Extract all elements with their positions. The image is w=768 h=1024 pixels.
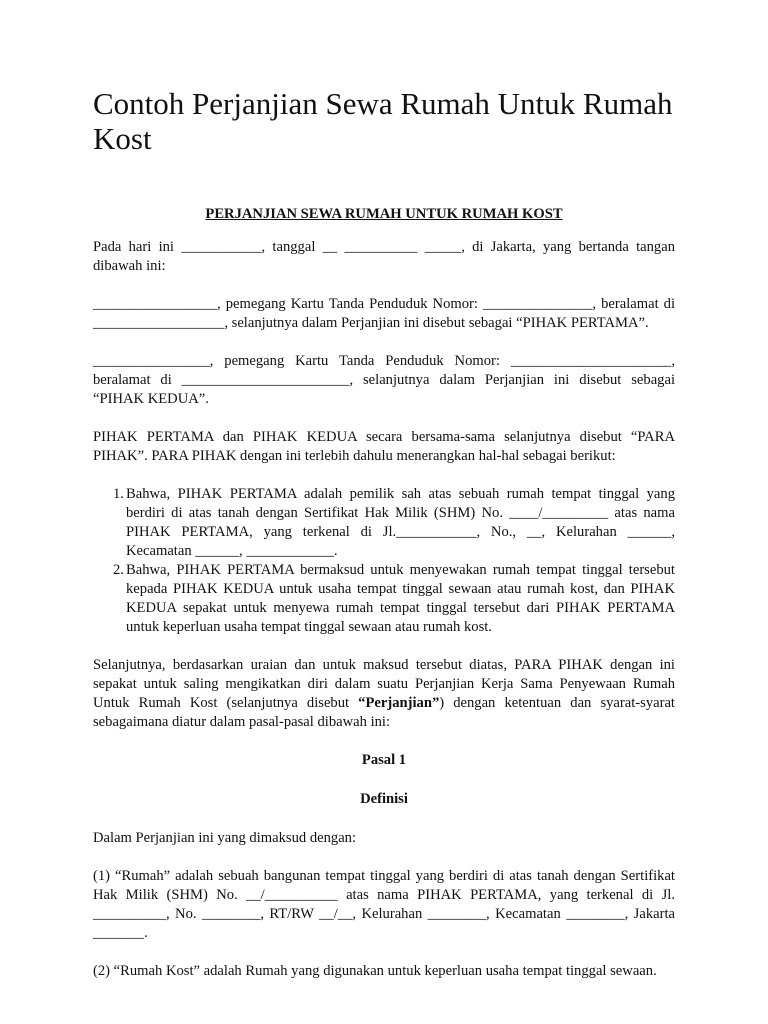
definitions-intro: Dalam Perjanjian ini yang dimaksud dengan: — [93, 830, 357, 846]
definition-item: (1) “Rumah” adalah sebuah bangunan tempat tinggal yang berdiri di atas tanah dengan Sertifikat Hak Milik (SHM) No. __/__________ atas nama PIHAK PERTAMA, yang terkenal di Jl. __________, No. ________, RT/RW __/__, Kelurahan ________, Kecamatan ________, Jakarta _______. — [93, 868, 675, 941]
list-item — [93, 561, 675, 637]
definition-item: (2) “Rumah Kost” adalah Rumah yang digunakan untuk keperluan usaha tempat tinggal sewaan. — [93, 963, 657, 979]
parties-joint-paragraph: PIHAK PERTAMA dan PIHAK KEDUA secara bersama-sama selanjutnya disebut “PARA PIHAK”. PARA PIHAK dengan ini terlebih dahulu menerangkan hal-hal sebagai berikut: — [93, 429, 675, 464]
list-item-text: Bahwa, PIHAK PERTAMA bermaksud untuk menyewakan rumah tempat tinggal tersebut kepada PIHAK KEDUA untuk usaha tempat tinggal sewaan atau rumah kost, dan PIHAK KEDUA sepakat untuk menyewa rumah tempat tinggal tersebut dari PIHAK PERTAMA untuk keperluan usaha tempat tinggal sewaan atau rumah kost. — [126, 562, 675, 635]
document-title: Contoh Perjanjian Sewa Rumah Untuk Rumah Kost — [93, 86, 673, 156]
list-item — [93, 485, 675, 561]
party-two-paragraph: ________________, pemegang Kartu Tanda Penduduk Nomor: ______________________, beralamat di _______________________, selanjutnya dalam Perjanjian ini disebut sebagai “PIHAK KEDUA”. — [93, 353, 675, 407]
list-item-text: Bahwa, PIHAK PERTAMA adalah pemilik sah atas sebuah rumah tempat tinggal yang berdiri di atas tanah dengan Sertifikat Hak Milik (SHM) No. ____/_________ atas nama PIHAK PERTAMA, yang terkenal di Jl.___________, No., __, Kelurahan ______, Kecamatan ______, ____________. — [126, 486, 675, 559]
recitals-list — [93, 485, 675, 637]
party-one-paragraph: _________________, pemegang Kartu Tanda Penduduk Nomor: _______________, beralamat di __________________, selanjutnya dalam Perjanjian ini disebut sebagai “PIHAK PERTAMA”. — [93, 296, 675, 331]
agreement-heading: PERJANJIAN SEWA RUMAH UNTUK RUMAH KOST — [205, 206, 563, 222]
article-number: Pasal 1 — [361, 752, 407, 768]
agreement-text-after: ) dengan ketentuan dan syarat-syarat sebagaimana diatur dalam pasal-pasal dibawah ini: — [93, 695, 675, 730]
article-title: Definisi — [360, 791, 408, 807]
agreement-term: “Perjanjian” — [358, 695, 440, 711]
agreement-text-before: Selanjutnya, berdasarkan uraian dan untuk maksud tersebut diatas, PARA PIHAK dengan ini sepakat untuk saling mengikatkan diri dalam suatu Perjanjian Kerja Sama Penyewaan Rumah Untuk Rumah Kost (selanjutnya disebut — [93, 657, 675, 711]
agreement-paragraph — [93, 656, 675, 732]
opening-paragraph: Pada hari ini ___________, tanggal __ __________ _____, di Jakarta, yang bertanda tangan dibawah ini: — [93, 239, 675, 274]
document-body — [93, 205, 675, 1000]
list-item-number: 1. — [113, 486, 124, 502]
list-item-number: 2. — [113, 562, 124, 578]
